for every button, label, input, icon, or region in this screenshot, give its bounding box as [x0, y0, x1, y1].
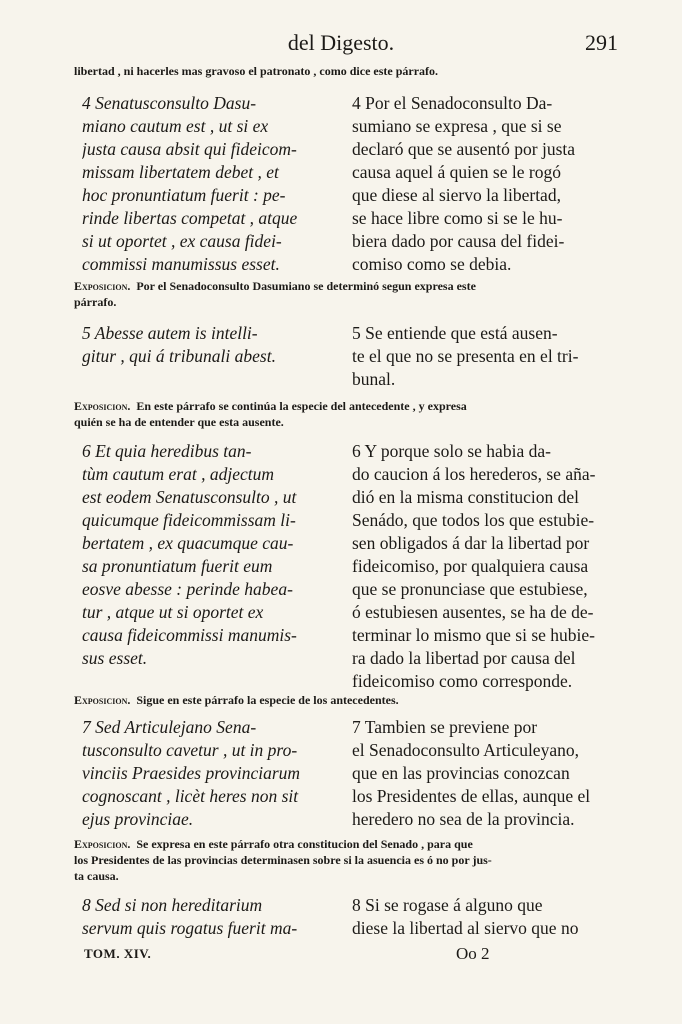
spanish-line: 7 Tambien se previene por	[352, 717, 538, 737]
latin-line: hoc pronuntiatum fuerit : pe-	[82, 185, 286, 205]
spanish-line: sen obligados á dar la libertad por	[352, 533, 590, 553]
exposicion-label: Exposicion.	[74, 837, 131, 851]
latin-text	[82, 440, 334, 670]
spanish-line: que se pronunciase que estubiese,	[352, 579, 588, 599]
spanish-text	[352, 894, 614, 940]
spanish-line: heredero no sea de la provincia.	[352, 809, 575, 829]
latin-line: 8 Sed si non hereditarium	[82, 895, 263, 915]
spanish-line: te el que no se presenta en el tri-	[352, 346, 579, 366]
latin-line: bertatem , ex quacumque cau-	[82, 533, 294, 553]
spanish-line: terminar lo mismo que si se hubie-	[352, 625, 596, 645]
signature-mark: Oo 2	[456, 944, 490, 963]
latin-line: eosve abesse : perinde habea-	[82, 579, 293, 599]
latin-text	[82, 894, 334, 940]
latin-line: tùm cautum erat , adjectum	[82, 464, 274, 484]
latin-line: quicumque fideicommissam li-	[82, 510, 296, 530]
exposicion-label: Exposicion.	[74, 399, 131, 413]
exposicion-6	[74, 692, 610, 708]
spanish-line: bunal.	[352, 369, 396, 389]
exposicion-line: párrafo.	[74, 295, 117, 309]
latin-line: miano cautum est , ut si ex	[82, 116, 269, 136]
latin-line: 4 Senatusconsulto Dasu-	[82, 93, 257, 113]
spanish-line: declaró que se ausentó por justa	[352, 139, 576, 159]
spanish-line: ó estubiesen ausentes, se ha de de-	[352, 602, 594, 622]
exposicion-line: Sigue en este párrafo la especie de los antecedentes.	[136, 693, 399, 707]
spanish-line: 4 Por el Senadoconsulto Da-	[352, 93, 553, 113]
spanish-line: los Presidentes de ellas, aunque el	[352, 786, 591, 806]
spanish-line: biera dado por causa del fidei-	[352, 231, 565, 251]
spanish-line: 6 Y porque solo se habia da-	[352, 441, 551, 461]
spanish-line: el Senadoconsulto Articuleyano,	[352, 740, 579, 760]
spanish-line: do caucion á los herederos, se aña-	[352, 464, 596, 484]
page-footer	[84, 944, 604, 964]
spanish-text	[352, 440, 614, 693]
latin-line: gitur , qui á tribunali abest.	[82, 346, 276, 366]
latin-line: ejus provinciae.	[82, 809, 194, 829]
spanish-text	[352, 92, 614, 276]
spanish-line: fideicomiso, por qualquiera causa	[352, 556, 589, 576]
exposicion-4	[74, 278, 610, 310]
spanish-line: ra dado la libertad por causa del	[352, 648, 576, 668]
continued-text: libertad , ni hacerles mas gravoso el patronato , como dice este párrafo.	[74, 64, 439, 78]
running-title: del Digesto.	[287, 30, 395, 55]
volume-mark: TOM. XIV.	[84, 946, 152, 961]
exposicion-line: quién se ha de entender que esta ausente.	[74, 415, 284, 429]
latin-line: servum quis rogatus fuerit ma-	[82, 918, 298, 938]
spanish-line: sumiano se expresa , que si se	[352, 116, 562, 136]
spanish-line: 5 Se entiende que está ausen-	[352, 323, 558, 343]
latin-line: si ut oportet , ex causa fidei-	[82, 231, 282, 251]
spanish-line: dió en la misma constitucion del	[352, 487, 579, 507]
spanish-line: que en las provincias conozcan	[352, 763, 570, 783]
latin-line: vinciis Praesides provinciarum	[82, 763, 301, 783]
latin-line: sa pronuntiatum fuerit eum	[82, 556, 273, 576]
exposicion-7	[74, 836, 610, 884]
spanish-line: que diese al siervo la libertad,	[352, 185, 561, 205]
page-number: 291	[585, 30, 618, 55]
latin-line: 6 Et quia heredibus tan-	[82, 441, 252, 461]
exposicion-line: Se expresa en este párrafo otra constitucion del Senado , para que	[136, 837, 473, 851]
latin-line: causa fideicommissi manumis-	[82, 625, 297, 645]
spanish-line: causa aquel á quien se le rogó	[352, 162, 561, 182]
latin-text	[82, 322, 334, 368]
spanish-line: 8 Si se rogase á alguno que	[352, 895, 543, 915]
spanish-line: Senádo, que todos los que estubie-	[352, 510, 595, 530]
spanish-line: fideicomiso como corresponde.	[352, 671, 573, 691]
spanish-text	[352, 716, 614, 831]
exposicion-line: Por el Senadoconsulto Dasumiano se determinó segun expresa este	[136, 279, 476, 293]
latin-line: rinde libertas competat , atque	[82, 208, 298, 228]
spanish-text	[352, 322, 614, 391]
exposicion-line: ta causa.	[74, 869, 119, 883]
exposicion-line: En este párrafo se continúa la especie del antecedente , y expresa	[136, 399, 467, 413]
exposicion-label: Exposicion.	[74, 279, 131, 293]
latin-line: missam libertatem debet , et	[82, 162, 279, 182]
exposicion-label: Exposicion.	[74, 693, 131, 707]
spanish-line: comiso como se debia.	[352, 254, 512, 274]
latin-line: sus esset.	[82, 648, 148, 668]
latin-line: cognoscant , licèt heres non sit	[82, 786, 299, 806]
latin-text	[82, 92, 334, 276]
spanish-line: diese la libertad al siervo que no	[352, 918, 579, 938]
spanish-line: se hace libre como si se le hu-	[352, 208, 563, 228]
latin-line: tur , atque ut si oportet ex	[82, 602, 264, 622]
latin-line: est eodem Senatusconsulto , ut	[82, 487, 297, 507]
latin-text	[82, 716, 334, 831]
exposicion-line: los Presidentes de las provincias determinasen sobre si la asuencia es ó no por jus-	[74, 853, 492, 867]
latin-line: justa causa absit qui fideicom-	[82, 139, 297, 159]
latin-line: 7 Sed Articulejano Sena-	[82, 717, 257, 737]
latin-line: tusconsulto cavetur , ut in pro-	[82, 740, 298, 760]
page-header	[64, 30, 618, 60]
latin-line: 5 Abesse autem is intelli-	[82, 323, 258, 343]
exposicion-5	[74, 398, 610, 430]
latin-line: commissi manumissus esset.	[82, 254, 280, 274]
